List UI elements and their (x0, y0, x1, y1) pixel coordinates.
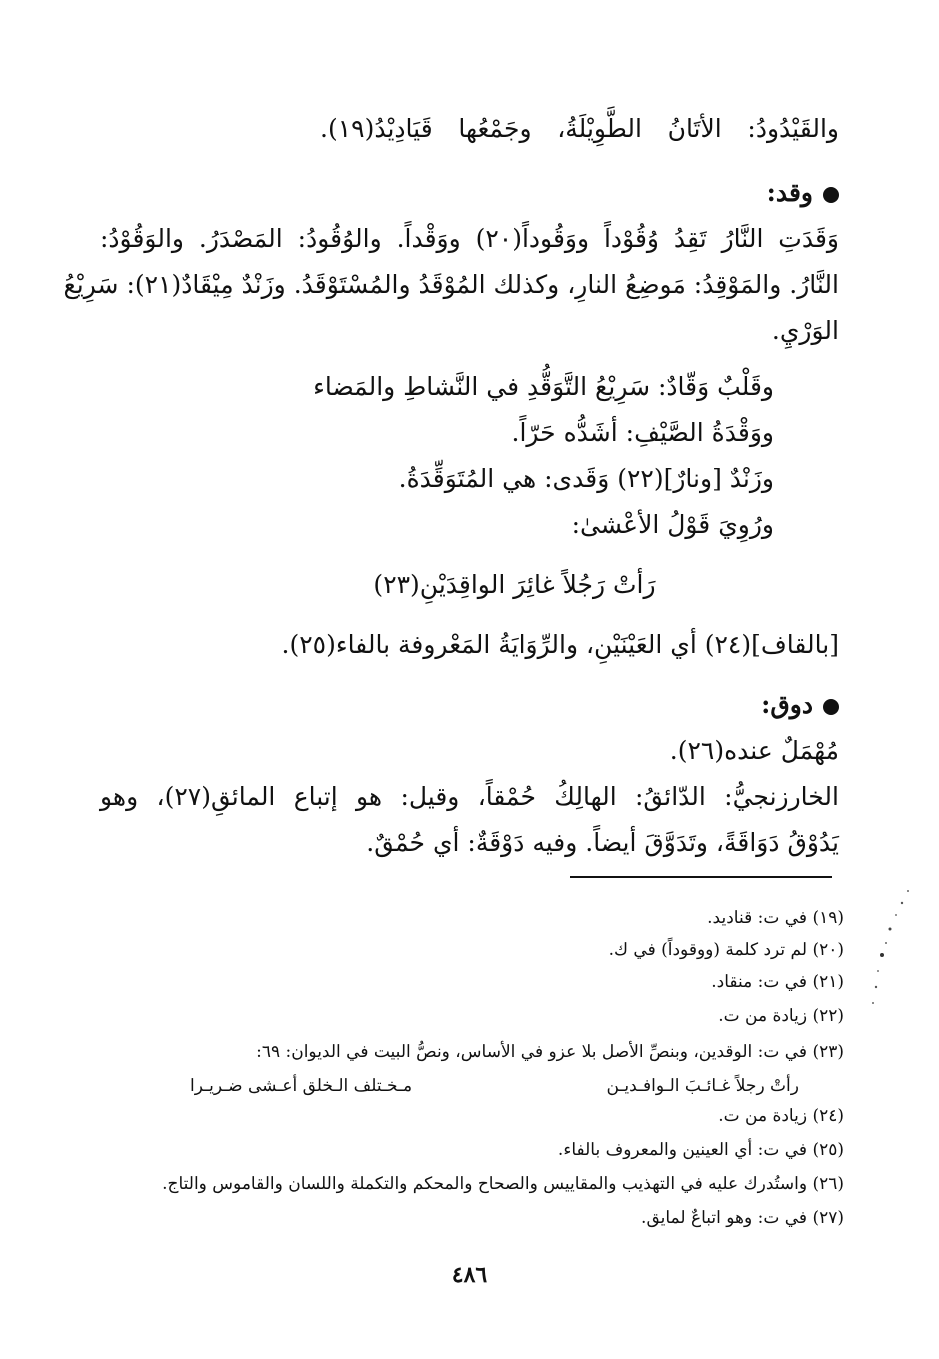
scan-speckle-icon (868, 885, 928, 1025)
paragraph-line: الوَرْيِ. (771, 316, 839, 345)
heading-text: وقد: (766, 178, 813, 207)
paragraph-line: يَدُوْقُ دَوَاقَةً، وتَدَوَّقَ أيضاً. وفيه دَوْقَةٌ: أي حُمْقٌ. (366, 828, 839, 857)
footnote: (١٩) في ت: قناديد. (707, 908, 844, 928)
indented-line: وزَنْدٌ [ونارٌ](٢٢) وَقَدى: هي المُتَوَقِّدَةُ. (398, 464, 774, 493)
paragraph-line: وَقَدَتِ النَّارُ تَقِدُ وُقُوْداً ووَقُوداً(٢٠) ووَقْداً. والوُقُودُ: المَصْدَرُ. والوَقُوْدُ: (100, 224, 839, 253)
page-number: ٤٨٦ (451, 1262, 488, 1288)
indented-line: ورُوِيَ قَوْلُ الأعْشىٰ: (571, 510, 774, 539)
paragraph-line: النَّارُ. والمَوْقِدُ: مَوضِعُ النارِ، وكذلك المُوْقَدُ والمُسْتَوْقَدُ. وزَنْدٌ مِيْقَادٌ(٢١): سَرِيْعُ (63, 270, 839, 299)
paragraph-line: [بالقاف](٢٤) أي العَيْنَيْنِ، والرِّوَايَةُ المَعْروفة بالفاء(٢٥). (281, 630, 839, 659)
footnote: (٢٢) زيادة من ت. (718, 1006, 844, 1026)
entry-heading-waqd (767, 176, 839, 210)
footnote: (٢٣) في ت: الوقدين، وبنصِّ الأصل بلا عزو في الأساس، ونصُّ البيت في الديوان: ٦٩: (256, 1042, 844, 1062)
paragraph-line: مُهْمَلٌ عنده(٢٦). (669, 736, 839, 765)
footnote-verse (190, 1074, 799, 1098)
paragraph-line: الخارزنجيُّ: الدّائقُ: الهالِكُ حُمْقاً، وقيل: هو إتباع المائقِ(٢٧)، وهو (100, 782, 839, 811)
entry-heading-dawq (761, 688, 839, 722)
verse-first-hemistich: رأتْ رجلاً غـائـبَ الـوافـديـن (606, 1076, 799, 1096)
bullet-dot-icon (823, 699, 839, 715)
entry-qaydud-line: والقَيْدُودُ: الأتَانُ الطَّوِيْلَةُ، وجَمْعُها قَيَادِيْدُ(١٩). (320, 114, 839, 143)
bullet-dot-icon (823, 187, 839, 203)
footnote: (٢٦) واستُدرك عليه في التهذيب والمقاييس والصحاح والمحكم والتكملة واللسان والقاموس والتاج. (162, 1174, 844, 1194)
footnote: (٢٤) زيادة من ت. (718, 1106, 844, 1126)
footnote-divider (570, 876, 832, 878)
footnote: (٢٧) في ت: وهو اتباعٌ لمايق. (641, 1208, 844, 1228)
verse-second-hemistich: مـخـتلف الـخلق أعـشى ضـريـرا (190, 1076, 413, 1096)
heading-text: دوق: (761, 690, 813, 719)
footnote: (٢١) في ت: منقاد. (711, 972, 844, 992)
indented-line: وقَلْبٌ وَقّادٌ: سَرِيْعُ التَّوَقُّدِ في النَّشاطِ والمَضاء (313, 372, 774, 401)
footnote: (٢٠) لم ترد كلمة (ووقوداً) في ك. (608, 940, 844, 960)
indented-line: ووَقْدَةُ الصَّيْفِ: أشَدُّه حَرّاً. (511, 418, 774, 447)
footnote: (٢٥) في ت: أي العينين والمعروف بالفاء. (557, 1140, 844, 1160)
poem-verse: رَأتْ رَجُلاً غائِرَ الواقِدَيْنِ(٢٣) (373, 570, 656, 599)
